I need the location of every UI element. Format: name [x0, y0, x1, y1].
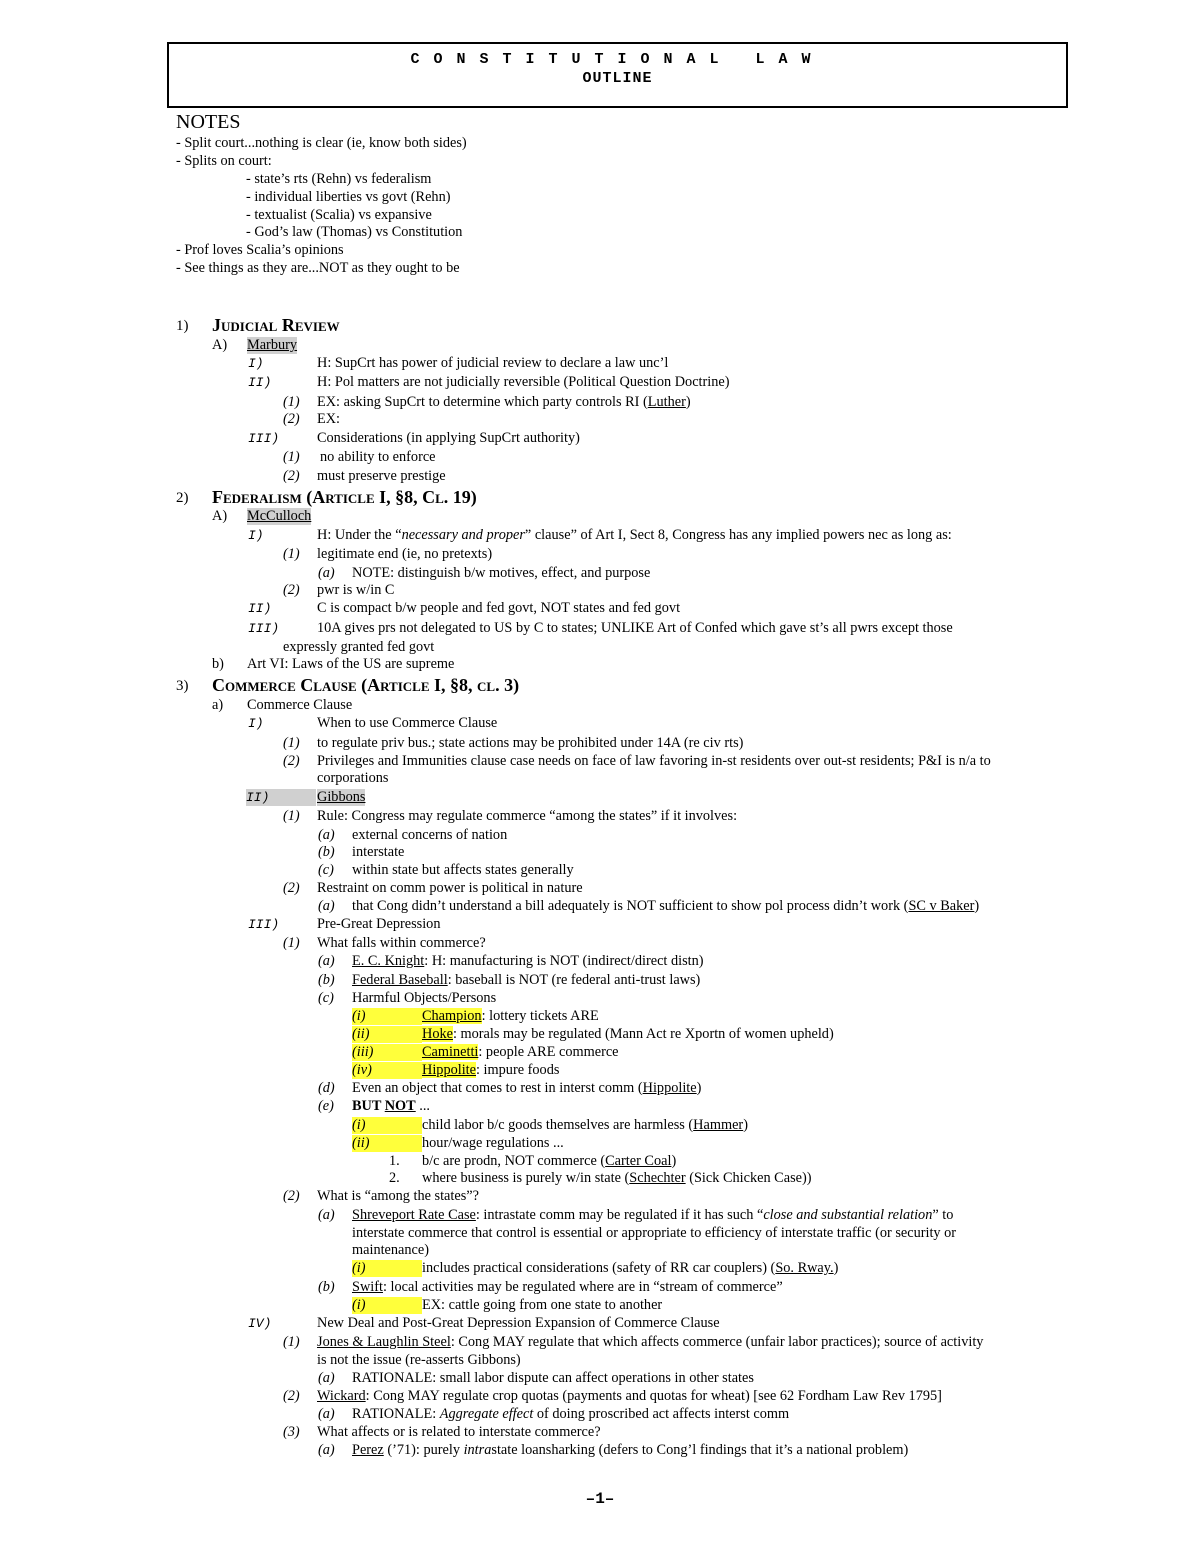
section-heading: Commerce Clause (Article I, §8, cl. 3): [212, 675, 520, 695]
item-marker: (a): [318, 1207, 335, 1223]
item-marker: (3): [283, 1424, 300, 1440]
item-text: BUT: [352, 1098, 385, 1114]
item-marker: b): [212, 656, 224, 672]
case-name: E. C. Knight: [352, 953, 425, 969]
case-name: Schechter: [629, 1170, 686, 1186]
case-name: Hoke: [422, 1026, 453, 1042]
notes-line: - See things as they are...NOT as they ought to be: [176, 260, 460, 276]
item-text: EX: cattle going from one state to another: [422, 1297, 663, 1313]
notes-line: - state’s rts (Rehn) vs federalism: [246, 171, 432, 187]
item-marker: (a): [318, 1406, 335, 1422]
case-name: Hippolite: [642, 1080, 697, 1096]
item-text: H: SupCrt has power of judicial review to declare a law unc’l: [317, 355, 669, 371]
item-marker: (1): [283, 1334, 300, 1350]
case-name: So. Rway.: [775, 1260, 834, 1276]
notes-line: - Split court...nothing is clear (ie, know both sides): [176, 135, 467, 151]
item-text: ): [685, 394, 691, 410]
item-text: within state but affects states generally: [352, 862, 574, 878]
section-number: 1): [176, 318, 189, 334]
item-text: Art VI: Laws of the US are supreme: [247, 656, 455, 672]
item-text: H: Pol matters are not judicially reversible (Political Question Doctrine): [317, 374, 730, 390]
item-marker: (a): [318, 953, 335, 969]
item-continuation: expressly granted fed govt: [283, 639, 435, 655]
notes-line: - Prof loves Scalia’s opinions: [176, 242, 344, 258]
item-marker: a): [212, 697, 224, 713]
item-marker: A): [212, 337, 228, 353]
item-text: H: Under the “: [317, 527, 402, 543]
page-number: –1–: [585, 1490, 615, 1508]
case-name: Caminetti: [422, 1044, 479, 1060]
emphasis-text: NOT: [384, 1098, 416, 1114]
item-text: ): [743, 1117, 748, 1133]
emphasis-text: intra: [463, 1442, 492, 1458]
item-text: state loansharking (defers to Cong’l findings that it’s a national problem): [491, 1442, 909, 1458]
item-text: What falls within commerce?: [317, 935, 486, 951]
item-text: NOTE: distinguish b/w motives, effect, and purpose: [352, 565, 651, 581]
item-text: EX:: [317, 411, 341, 427]
title-box: [167, 42, 1068, 108]
item-marker: III): [248, 621, 280, 636]
item-marker: (2): [283, 753, 300, 769]
item-marker: (ii): [352, 1026, 422, 1043]
item-marker: (c): [318, 990, 334, 1006]
item-marker: (iv): [352, 1062, 422, 1079]
item-text: no ability to enforce: [320, 449, 436, 465]
item-text: ): [833, 1260, 839, 1276]
item-marker: II): [248, 375, 272, 390]
item-text: New Deal and Post-Great Depression Expansion of Commerce Clause: [317, 1315, 720, 1331]
item-text: : intrastate comm may be regulated if it has such “: [475, 1207, 764, 1223]
item-marker: I): [248, 356, 264, 371]
item-marker: (b): [318, 972, 335, 988]
item-text: RATIONALE: small labor dispute can affect operations in other states: [352, 1370, 754, 1386]
item-text: ): [671, 1153, 677, 1169]
emphasis-text: Aggregate effect: [439, 1406, 534, 1422]
item-text: ...: [415, 1098, 430, 1114]
emphasis-text: close and substantial relation: [763, 1207, 933, 1223]
item-text: ): [696, 1080, 702, 1096]
item-marker: I): [248, 528, 264, 543]
case-name: Carter Coal: [605, 1153, 672, 1169]
item-marker: (2): [283, 468, 300, 484]
item-text: Even an object that comes to rest in interst comm (: [352, 1080, 643, 1096]
item-text: Pre-Great Depression: [317, 916, 441, 932]
case-name: Champion: [422, 1008, 482, 1024]
case-name: Jones & Laughlin Steel: [317, 1334, 451, 1350]
item-text: ” clause” of Art I, Sect 8, Congress has any implied powers nec as long as:: [524, 527, 952, 543]
document-subtitle: OUTLINE: [582, 70, 653, 87]
item-text: ” to: [932, 1207, 954, 1223]
item-marker: III): [248, 431, 280, 446]
item-text: legitimate end (ie, no pretexts): [317, 546, 493, 562]
case-name: Hippolite: [422, 1062, 477, 1078]
item-continuation: maintenance): [352, 1242, 429, 1258]
item-text: : Cong MAY regulate that which affects commerce (unfair labor practices); source of activity: [450, 1334, 984, 1350]
item-text: : local activities may be regulated where are in “stream of commerce”: [382, 1279, 783, 1295]
item-marker: (c): [318, 862, 334, 878]
item-text: that Cong didn’t understand a bill adequately is NOT sufficient to show pol process didn’t work (: [352, 898, 909, 914]
item-marker: (a): [318, 827, 335, 843]
item-marker: III): [248, 917, 280, 932]
item-marker: II): [248, 601, 272, 616]
item-text: external concerns of nation: [352, 827, 508, 843]
item-marker: (2): [283, 880, 300, 896]
item-text: child labor b/c goods themselves are harmless (: [422, 1117, 694, 1133]
item-text: C is compact b/w people and fed govt, NOT states and fed govt: [317, 600, 681, 616]
item-text: RATIONALE:: [352, 1406, 440, 1422]
item-text: Considerations (in applying SupCrt authority): [317, 430, 580, 446]
item-marker: (ii): [352, 1135, 422, 1152]
item-text: hour/wage regulations ...: [422, 1135, 564, 1151]
section-number: 3): [176, 678, 189, 694]
item-text: must preserve prestige: [317, 468, 446, 484]
item-text: to regulate priv bus.; state actions may be prohibited under 14A (re civ rts): [317, 735, 744, 751]
item-text: where business is purely w/in state (: [422, 1170, 630, 1186]
item-text: (’71): purely: [383, 1442, 464, 1458]
case-name: Marbury: [247, 337, 298, 353]
item-text: When to use Commerce Clause: [317, 715, 498, 731]
item-continuation: is not the issue (re-asserts Gibbons): [317, 1352, 521, 1368]
item-text: b/c are prodn, NOT commerce (: [422, 1153, 606, 1169]
item-marker: (1): [283, 735, 300, 751]
item-text: What is “among the states”?: [317, 1188, 479, 1204]
notes-line: - textualist (Scalia) vs expansive: [246, 207, 432, 223]
item-marker: (2): [283, 411, 300, 427]
item-marker: (a): [318, 1370, 335, 1386]
section-number: 2): [176, 490, 189, 506]
item-text: : lottery tickets ARE: [481, 1008, 599, 1024]
item-marker: (i): [352, 1297, 422, 1314]
item-marker: (d): [318, 1080, 335, 1096]
item-text: : people ARE commerce: [478, 1044, 619, 1060]
case-name: Hammer: [693, 1117, 744, 1133]
item-continuation: interstate commerce that control is essential or appropriate to efficiency of interstate traffic (or security or: [352, 1225, 957, 1241]
notes-heading: NOTES: [176, 111, 241, 133]
item-text: ): [974, 898, 980, 914]
item-text: includes practical considerations (safety of RR car couplers) (: [422, 1260, 776, 1276]
item-marker: IV): [248, 1316, 272, 1331]
case-name: Wickard: [317, 1388, 366, 1404]
item-marker: (e): [318, 1098, 334, 1114]
item-marker: 1.: [389, 1153, 400, 1169]
case-name: SC v Baker: [908, 898, 975, 914]
notes-line: - God’s law (Thomas) vs Constitution: [246, 224, 463, 240]
item-text: : morals may be regulated (Mann Act re Xportn of women upheld): [452, 1026, 834, 1042]
section-heading: Judicial Review: [212, 315, 340, 335]
item-marker: (i): [352, 1117, 422, 1134]
item-marker: (2): [283, 1188, 300, 1204]
case-name: Swift: [352, 1279, 383, 1295]
item-text: 10A gives prs not delegated to US by C to states; UNLIKE Art of Confed which gave st’s all pwrs except those: [317, 620, 953, 636]
item-marker: (2): [283, 1388, 300, 1404]
item-marker: (1): [283, 546, 300, 562]
item-marker: (b): [318, 844, 335, 860]
item-text: : H: manufacturing is NOT (indirect/direct distn): [424, 953, 704, 969]
item-marker: (1): [283, 449, 300, 465]
item-marker: II): [246, 789, 316, 806]
emphasis-text: necessary and proper: [401, 527, 525, 543]
item-text: Harmful Objects/Persons: [352, 990, 497, 1006]
item-marker: 2.: [389, 1170, 400, 1186]
item-marker: (1): [283, 394, 300, 410]
item-marker: (b): [318, 1279, 335, 1295]
item-text: : baseball is NOT (re federal anti-trust laws): [447, 972, 701, 988]
notes-line: - Splits on court:: [176, 153, 272, 169]
item-text: pwr is w/in C: [317, 582, 395, 598]
item-marker: (a): [318, 898, 335, 914]
case-name: Federal Baseball: [352, 972, 448, 988]
item-text: (Sick Chicken Case)): [685, 1170, 812, 1186]
item-text: Rule: Congress may regulate commerce “among the states” if it involves:: [317, 808, 738, 824]
item-text: What affects or is related to interstate commerce?: [317, 1424, 601, 1440]
item-marker: A): [212, 508, 228, 524]
case-name: Shreveport Rate Case: [352, 1207, 476, 1223]
item-text: : Cong MAY regulate crop quotas (payments and quotas for wheat) [see 62 Fordham Law Rev 1795]: [365, 1388, 942, 1404]
item-marker: (iii): [352, 1044, 422, 1061]
case-name: Gibbons: [317, 789, 366, 805]
notes-line: - individual liberties vs govt (Rehn): [246, 189, 451, 205]
item-marker: (1): [283, 808, 300, 824]
item-text: : impure foods: [476, 1062, 560, 1078]
item-text: of doing proscribed act affects interst comm: [533, 1406, 790, 1422]
item-text: Restraint on comm power is political in nature: [317, 880, 583, 896]
document-title: CONSTITUTIONAL LAW: [410, 51, 825, 68]
item-text: Commerce Clause: [247, 697, 353, 713]
case-name: McCulloch: [247, 508, 312, 524]
section-heading: Federalism (Article I, §8, Cl. 19): [212, 487, 477, 507]
item-continuation: corporations: [317, 770, 389, 786]
item-marker: (a): [318, 565, 335, 581]
item-text: EX: asking SupCrt to determine which party controls RI (: [317, 394, 648, 410]
item-marker: (2): [283, 582, 300, 598]
item-text: Privileges and Immunities clause case needs on face of law favoring in-st residents over out-st residents; P&I is n/a to: [317, 753, 991, 769]
case-name: Luther: [647, 394, 686, 410]
item-marker: (a): [318, 1442, 335, 1458]
item-marker: (i): [352, 1260, 422, 1277]
item-marker: I): [248, 716, 264, 731]
item-text: interstate: [352, 844, 405, 860]
item-marker: (1): [283, 935, 300, 951]
item-marker: (i): [352, 1008, 422, 1025]
case-name: Perez: [352, 1442, 384, 1458]
